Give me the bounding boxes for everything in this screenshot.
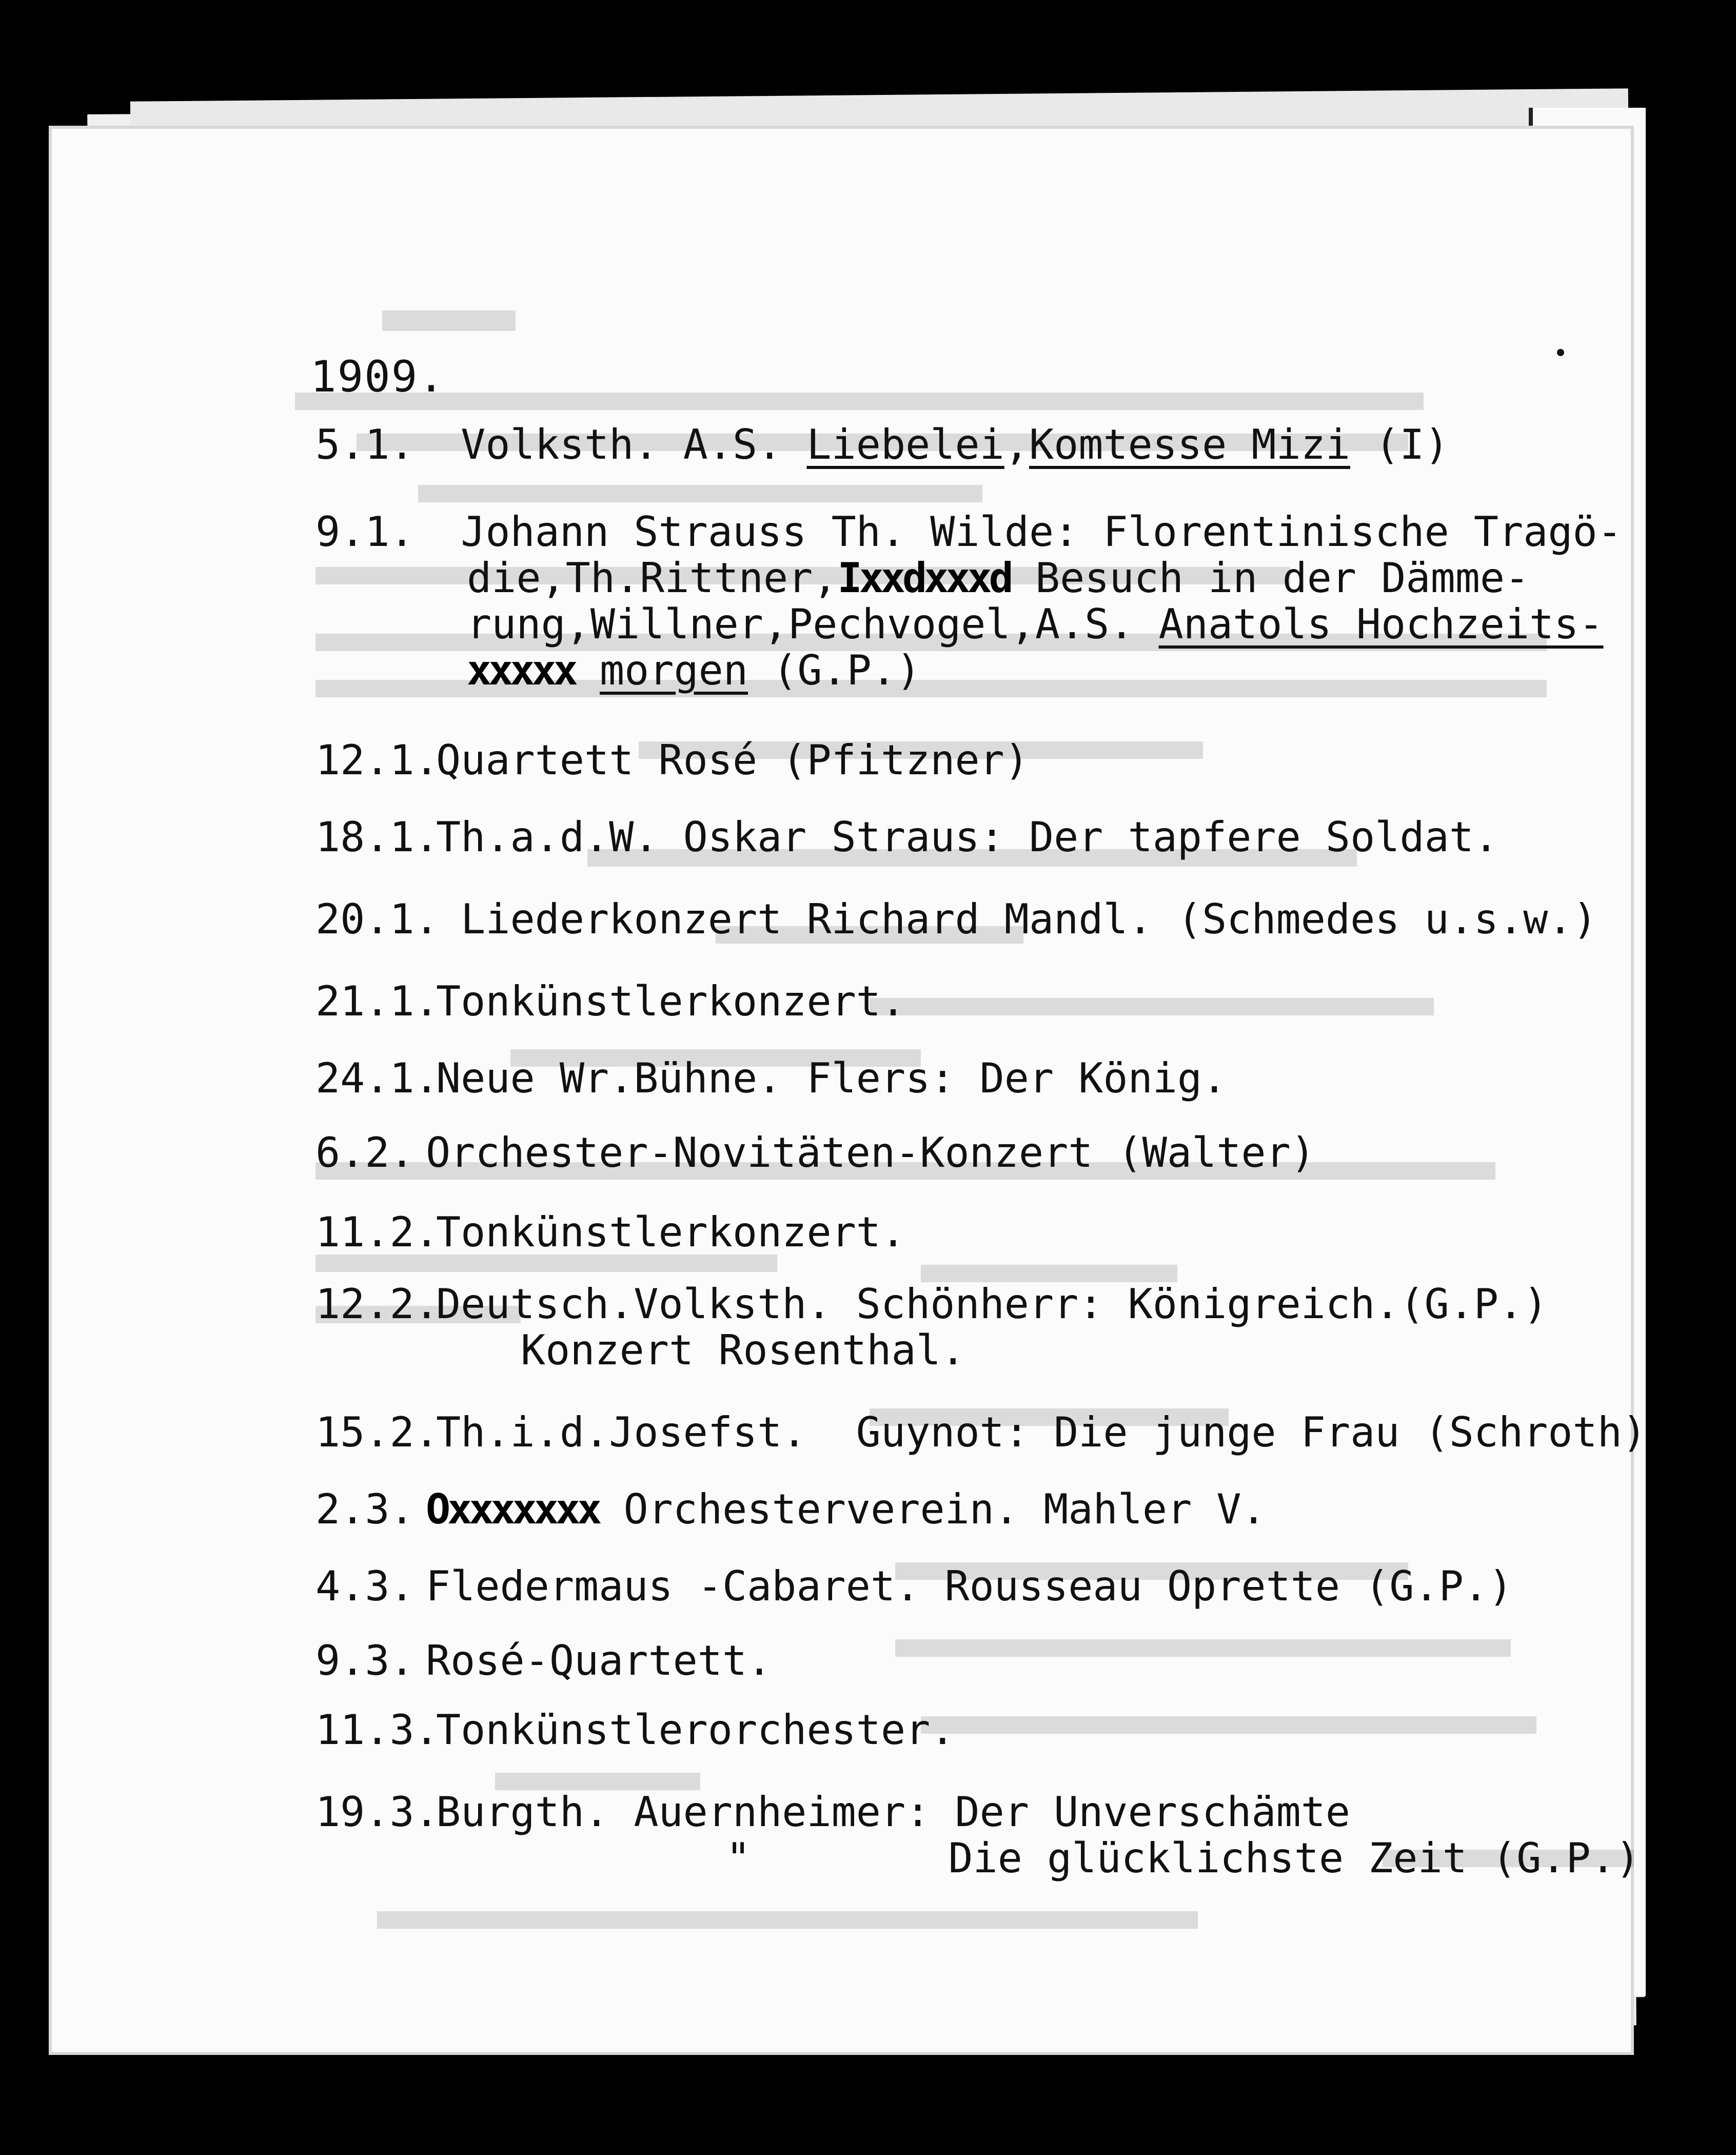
entry-date: 11.3.	[315, 1706, 439, 1754]
entry-date: 18.1.	[315, 813, 439, 861]
entry-date: 19.3.	[315, 1788, 439, 1836]
list-item	[315, 736, 1029, 784]
list-item	[315, 977, 905, 1025]
entry-date: 11.2.	[315, 1208, 439, 1256]
list-item	[315, 1637, 772, 1684]
page-year-heading: 1909.	[310, 351, 445, 402]
struck-out-text: xxxxx	[467, 646, 575, 694]
entry-continuation: die,Th.Rittner,Ixxdxxxd Besuch in der Dämme-	[467, 554, 1530, 602]
list-item	[315, 421, 1449, 468]
entry-text: Rosé-Quartett.	[426, 1637, 772, 1684]
entry-text: Tonkünstlerorchester.	[436, 1706, 955, 1754]
entry-text: Liederkonzert Richard Mandl. (Schmedes u.s.w.)	[436, 895, 1597, 943]
entry-text: Tonkünstlerkonzert.	[436, 1208, 906, 1256]
entry-text: Volksth. A.S. Liebelei,Komtesse Mizi (I)	[461, 421, 1449, 468]
entry-text: Orchester-Novitäten-Konzert (Walter)	[426, 1129, 1315, 1177]
entry-text: Quartett Rosé (Pfitzner)	[436, 736, 1029, 784]
entry-date: 2.3.	[315, 1485, 415, 1533]
entry-date: 15.2.	[315, 1408, 439, 1456]
underlined-title: Anatols Hochzeits-	[1158, 600, 1604, 648]
struck-out-text: Ixxdxxxd	[837, 554, 1011, 602]
entry-date: 21.1.	[315, 977, 439, 1025]
list-item	[315, 1562, 1513, 1610]
struck-out-text: Oxxxxxxx	[426, 1485, 599, 1533]
entry-text: Oxxxxxxx Orchesterverein. Mahler V.	[426, 1485, 1266, 1533]
list-item	[315, 1788, 1350, 1836]
entry-date: 20.1.	[315, 895, 439, 943]
entry-date: 9.3.	[315, 1637, 415, 1684]
list-item	[315, 1706, 955, 1754]
entry-date: 12.2.	[315, 1280, 439, 1328]
entry-continuation: Konzert Rosenthal.	[521, 1326, 965, 1374]
list-item	[315, 1485, 1266, 1533]
entry-text: Burgth. Auernheimer: Der Unverschämte	[436, 1788, 1351, 1836]
list-item	[315, 1208, 905, 1256]
entry-date: 6.2.	[315, 1129, 415, 1177]
entry-text: Johann Strauss Th. Wilde: Florentinische Tragö-	[461, 508, 1622, 556]
entry-continuation: rung,Willner,Pechvogel,A.S. Anatols Hochzeits-	[467, 600, 1604, 648]
entry-text: Tonkünstlerkonzert.	[436, 977, 906, 1025]
list-item	[315, 1054, 1227, 1102]
entry-text: Neue Wr.Bühne. Flers: Der König.	[436, 1054, 1227, 1102]
entry-continuation: " Die glücklichste Zeit (G.P.)	[726, 1834, 1641, 1882]
list-item	[315, 1129, 1315, 1177]
entry-text: Fledermaus -Cabaret. Rousseau Oprette (G.P.)	[426, 1562, 1513, 1610]
list-item	[315, 508, 1622, 556]
entry-date: 12.1.	[315, 736, 439, 784]
entry-date: 9.1.	[315, 508, 415, 556]
list-item	[315, 895, 1597, 943]
entry-date: 5.1.	[315, 421, 415, 468]
typed-page	[49, 126, 1647, 2055]
underlined-title: Komtesse Mizi	[1029, 421, 1351, 468]
entry-text: Th.i.d.Josefst. Guynot: Die junge Frau (Schroth)	[436, 1408, 1647, 1456]
entry-date: 24.1.	[315, 1054, 439, 1102]
entry-text: Deutsch.Volksth. Schönherr: Königreich.(G.P.)	[436, 1280, 1548, 1328]
list-item	[315, 1280, 1548, 1328]
list-item	[315, 1408, 1647, 1456]
entry-continuation: xxxxx morgen (G.P.)	[467, 646, 921, 694]
entry-text: Th.a.d.W. Oskar Straus: Der tapfere Soldat.	[436, 813, 1499, 861]
list-item	[315, 813, 1498, 861]
underlined-title: morgen	[600, 646, 748, 694]
underlined-title: Liebelei	[806, 421, 1004, 468]
entry-date: 4.3.	[315, 1562, 415, 1610]
ink-mark	[1557, 349, 1564, 356]
